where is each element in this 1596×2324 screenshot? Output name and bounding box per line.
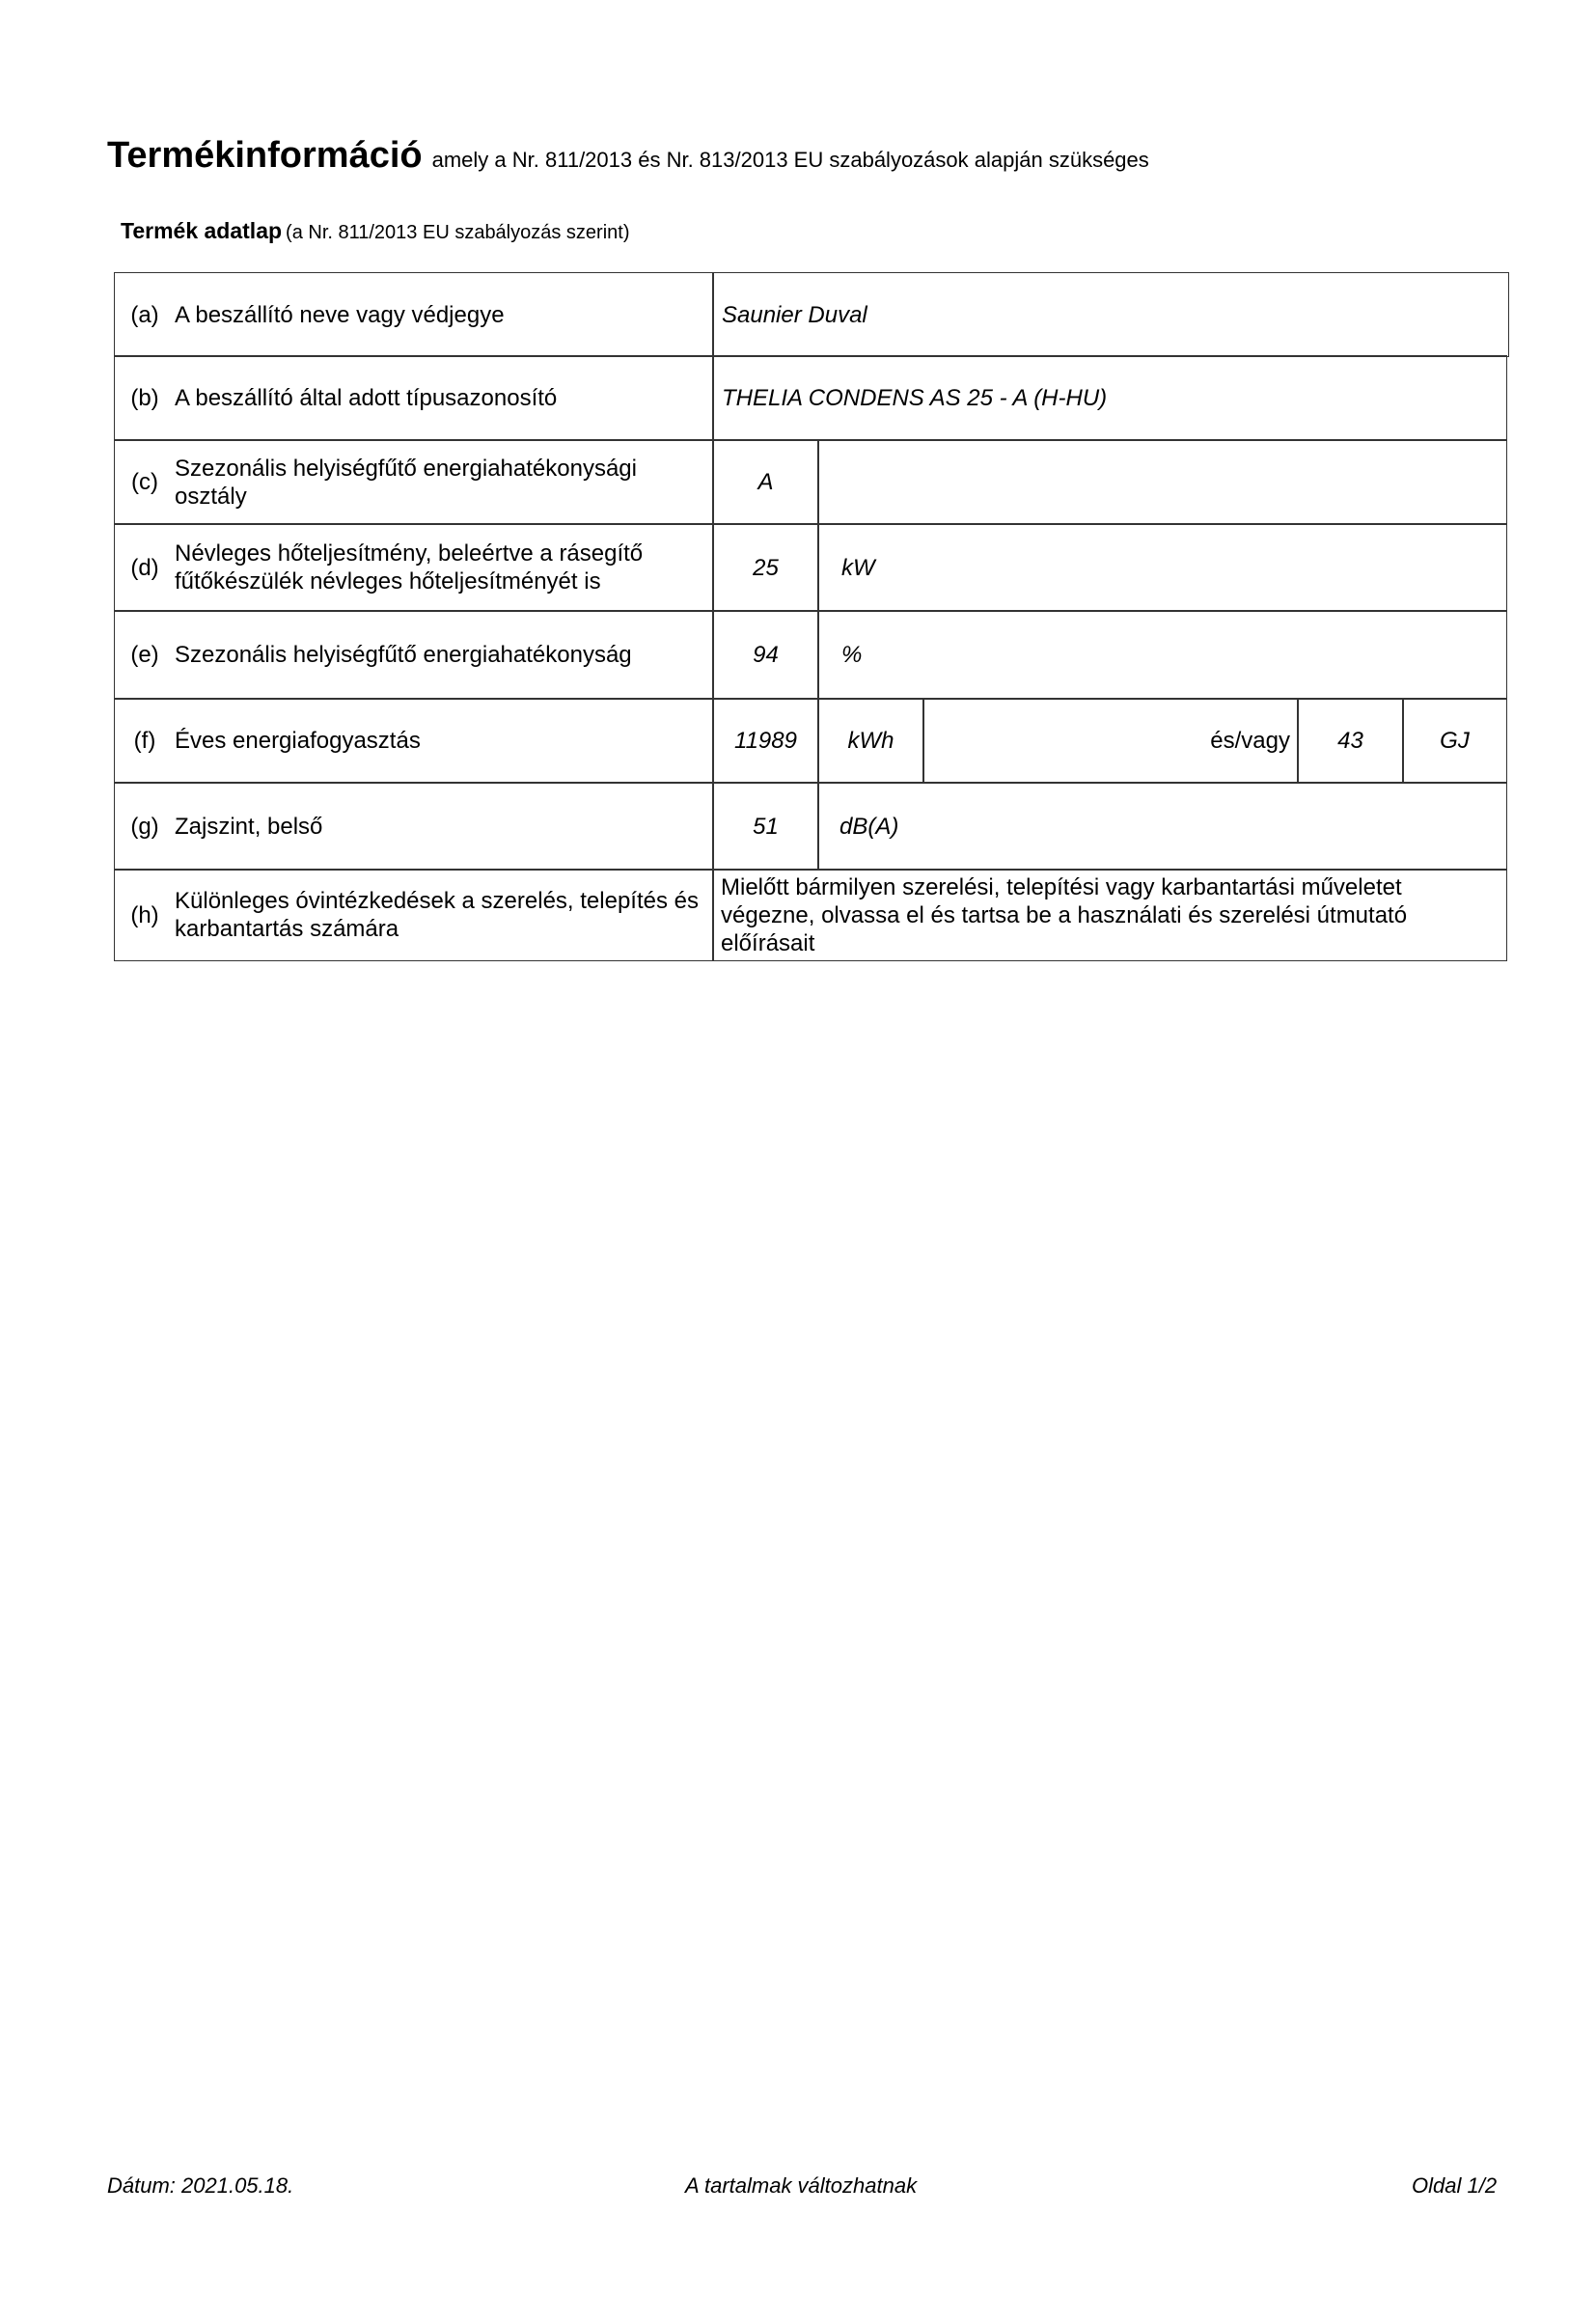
row-b-label: A beszállító által adott típusazonosító (175, 385, 558, 411)
row-a-label: A beszállító neve vagy védjegye (175, 301, 505, 328)
row-d-label: Névleges hőteljesítmény, beleértve a rásegítő fűtőkészülék névleges hőteljesítményét is (175, 540, 644, 595)
title-main: Termékinformáció (107, 135, 423, 176)
row-d-value: 25 (712, 523, 819, 612)
row-c-letter: (c) (131, 469, 158, 495)
row-h-letter: (h) (130, 901, 159, 928)
row-f-unit2: GJ (1402, 698, 1507, 784)
row-f-unit: kWh (817, 698, 924, 784)
row-c-label-cell (114, 439, 714, 525)
section-title-note: (a Nr. 811/2013 EU szabályozás szerint) (286, 222, 630, 243)
footer-page-number: Oldal 1/2 (1412, 2173, 1498, 2198)
title-note: amely a Nr. 811/2013 és Nr. 813/2013 EU szabályozások alapján szükséges (431, 148, 1149, 172)
row-f-value2: 43 (1297, 698, 1404, 784)
footer-date: Dátum: 2021.05.18. (107, 2173, 294, 2198)
row-b-letter: (b) (130, 385, 159, 411)
row-g-label: Zajszint, belső (175, 813, 323, 840)
row-h-label-cell (114, 869, 714, 961)
row-h-value: Mielőtt bármilyen szerelési, telepítési vagy karbantartási műveletet végezne, olvassa el és tartsa be a használati és szerelési útmutató előírásait (712, 869, 1507, 961)
row-f-label: Éves energiafogyasztás (175, 728, 421, 754)
row-b-value: THELIA CONDENS AS 25 - A (H-HU) (712, 355, 1507, 441)
row-g-value: 51 (712, 782, 819, 871)
row-a-value: Saunier Duval (712, 272, 1509, 357)
row-e-label: Szezonális helyiségfűtő energiahatékonyság (175, 642, 632, 668)
row-f-label-cell (114, 698, 714, 784)
document-title (107, 135, 1149, 177)
product-data-sheet (114, 272, 1509, 961)
row-f-connector: és/vagy (922, 698, 1299, 784)
row-b-label-cell (114, 355, 714, 441)
row-a-label-cell (114, 272, 714, 357)
footer-notice: A tartalmak változhatnak (685, 2173, 918, 2198)
row-e-letter: (e) (130, 642, 159, 668)
row-e-unit: % (817, 610, 1507, 700)
section-title-main: Termék adatlap (121, 218, 283, 243)
row-e-label-cell (114, 610, 714, 700)
row-f-value: 11989 (712, 698, 819, 784)
row-f-letter: (f) (133, 728, 156, 754)
row-a-letter: (a) (130, 301, 159, 328)
row-c-label: Szezonális helyiségfűtő energiahatékonysági osztály (175, 455, 637, 510)
row-d-unit: kW (817, 523, 1507, 612)
row-e-value: 94 (712, 610, 819, 700)
row-c-value: A (712, 439, 819, 525)
row-c-empty-cell (817, 439, 1507, 525)
row-h-label: Különleges óvintézkedések a szerelés, telepítés és karbantartás számára (175, 888, 699, 942)
row-d-letter: (d) (130, 554, 159, 581)
row-g-unit: dB(A) (817, 782, 1507, 871)
row-g-label-cell (114, 782, 714, 871)
row-d-label-cell (114, 523, 714, 612)
section-title (121, 218, 630, 244)
row-g-letter: (g) (130, 813, 159, 840)
